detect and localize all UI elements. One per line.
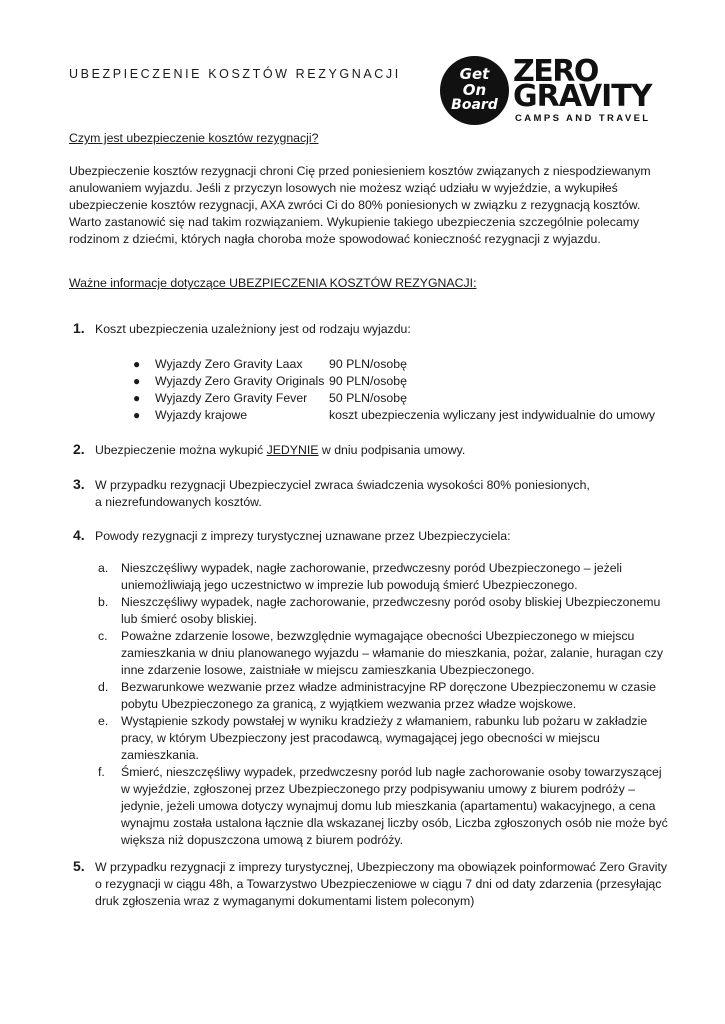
price-name-2: Wyjazdy Zero Gravity Originals	[155, 374, 325, 388]
item-number-2: 2.	[73, 441, 85, 457]
reason-mark-f: f.	[98, 765, 105, 779]
item-text-4: Powody rezygnacji z imprezy turystycznej uznawane przez Ubezpieczyciela:	[95, 529, 511, 543]
logo-brand-gravity: GRAVITY	[513, 79, 652, 114]
price-name-3: Wyjazdy Zero Gravity Fever	[155, 391, 308, 405]
item-text-5-line-3: druk zgłoszenia wraz z wymaganymi dokumentami listem poleconym)	[95, 894, 475, 908]
item-text-3-line-2: a niezrefundowanych kosztów.	[95, 495, 262, 509]
reason-e-line-3: zamieszkania.	[121, 748, 199, 762]
intro-line-3: ubezpieczenie kosztów rezygnacji, AXA zwróci Ci do 80% poniesionych w związku z rezygnacją kosztów.	[69, 198, 641, 212]
badge-line-2: On	[462, 81, 487, 99]
bullet-icon: ●	[133, 374, 141, 388]
get-on-board-badge-icon	[440, 56, 509, 125]
price-value-2: 90 PLN/osobę	[329, 374, 407, 388]
reason-mark-b: b.	[98, 595, 109, 609]
intro-line-4: Warto zastanowić się nad takim rozwiązaniem. Wykupienie takiego ubezpieczenia szczególnie polecamy	[69, 215, 640, 229]
intro-line-5: rodzinom z dziećmi, których nagła choroba może spowodować konieczność rezygnacji z wyjazdu.	[69, 232, 601, 246]
intro-line-1: Ubezpieczenie kosztów rezygnacji chroni Cię przed poniesieniem kosztów związanych z niespodziewanym	[69, 164, 651, 178]
item-text-2: Ubezpieczenie można wykupić JEDYNIE w dniu podpisania umowy.	[95, 443, 466, 457]
emphasis-jedynie: JEDYNIE	[266, 443, 319, 457]
bullet-icon: ●	[133, 391, 141, 405]
intro-heading: Czym jest ubezpieczenie kosztów rezygnacji?	[69, 131, 319, 145]
item-number-4: 4.	[73, 527, 85, 543]
logo-brand-zero: ZERO	[513, 54, 598, 89]
reason-d-line-1: Bezwarunkowe wezwanie przez władze administracyjne RP doręczone Ubezpieczonemu w czasie	[121, 680, 656, 694]
reason-mark-e: e.	[98, 714, 109, 728]
zero-gravity-logo	[440, 54, 655, 126]
item-number-1: 1.	[73, 320, 85, 336]
reason-e-line-2: pracy, w którym Ubezpieczony jest pracodawcą, wymagającej jego obecności w miejscu	[121, 731, 600, 745]
reason-mark-d: d.	[98, 680, 109, 694]
document-title: UBEZPIECZENIE KOSZTÓW REZYGNACJI	[69, 67, 401, 81]
reason-f-line-3: jedynie, jeżeli umowa dotyczy wynajmuj domu lub mieszkania (apartamentu) wakacyjnego, a cena	[121, 799, 656, 813]
info-heading: Ważne informacje dotyczące UBEZPIECZENIA KOSZTÓW REZYGNACJI:	[69, 276, 477, 290]
reason-mark-a: a.	[98, 561, 109, 575]
logo-tagline: CAMPS AND TRAVEL	[515, 113, 651, 124]
reason-d-line-2: pobytu Ubezpieczonego za granicą, z wyjątkiem wezwania przez władze wojskowe.	[121, 697, 577, 711]
reason-f-line-1: Śmierć, nieszczęśliwy wypadek, przedwczesny poród lub nagłe zachorowanie osoby towarzyszącej	[121, 765, 662, 779]
item-number-3: 3.	[73, 476, 85, 492]
price-value-4: koszt ubezpieczenia wyliczany jest indywidualnie do umowy	[329, 408, 656, 422]
badge-line-1: Get	[459, 65, 490, 83]
reason-a-line-2: uniemożliwiają jego uczestnictwo w imprezie lub powodują śmierć Ubezpieczonego.	[121, 578, 578, 592]
price-value-1: 90 PLN/osobę	[329, 357, 407, 371]
price-value-3: 50 PLN/osobę	[329, 391, 407, 405]
item-text-5-line-2: o rezygnacji w ciągu 48h, a Towarzystwo Ubezpieczeniowe w ciągu 7 dni od daty zdarzenia (przesyłając	[95, 877, 662, 891]
reason-f-line-5: większa niż dopuszczona umową z biurem podróży.	[121, 833, 404, 847]
bullet-icon: ●	[133, 408, 141, 422]
reason-b-line-2: lub śmierć osoby bliskiej.	[121, 612, 257, 626]
reason-c-line-2: zamieszkania w dniu planowanego wyjazdu – włamanie do mieszkania, pożar, zalanie, huragan czy	[121, 646, 664, 660]
reason-mark-c: c.	[98, 629, 108, 643]
bullet-icon: ●	[133, 357, 141, 371]
reason-c-line-1: Poważne zdarzenie losowe, bezwzględnie wymagające obecności Ubezpieczonego w miejscu	[121, 629, 635, 643]
reason-f-line-2: w wyjeździe, zgłoszonej przez Ubezpieczonego przy podpisywaniu umowy z biurem podróży –	[121, 782, 635, 796]
intro-line-2: anulowaniem wyjazdu. Jeśli z przyczyn losowych nie możesz wziąć udziału w wyjeździe, a wykupiłeś	[69, 181, 618, 195]
item-text-3-line-1: W przypadku rezygnacji Ubezpieczyciel zwraca świadczenia wysokości 80% poniesionych,	[95, 478, 590, 492]
price-name-4: Wyjazdy krajowe	[155, 408, 248, 422]
item-text-1: Koszt ubezpieczenia uzależniony jest od rodzaju wyjazdu:	[95, 322, 411, 336]
item-number-5: 5.	[73, 858, 85, 874]
reason-f-line-4: wynajmu została ustalona łącznie dla wskazanej liczby osób, Liczba zgłoszonych osób nie może być	[121, 816, 668, 830]
reason-c-line-3: inne zdarzenie losowe, zaistniałe w miejscu zamieszkania Ubezpieczonego.	[121, 663, 535, 677]
item-text-5-line-1: W przypadku rezygnacji z imprezy turystycznej, Ubezpieczony ma obowiązek poinformować Zero Gravity	[95, 860, 668, 874]
badge-line-3: Board	[451, 97, 498, 113]
reason-b-line-1: Nieszczęśliwy wypadek, nagłe zachorowanie, przedwczesny poród osoby bliskiej Ubezpieczonemu	[121, 595, 661, 609]
price-name-1: Wyjazdy Zero Gravity Laax	[155, 357, 303, 371]
reason-e-line-1: Wystąpienie szkody powstałej w wyniku kradzieży z włamaniem, rabunku lub pożaru w zakładzie	[121, 714, 648, 728]
reason-a-line-1: Nieszczęśliwy wypadek, nagłe zachorowanie, przedwczesny poród Ubezpieczonego – jeżeli	[121, 561, 623, 575]
